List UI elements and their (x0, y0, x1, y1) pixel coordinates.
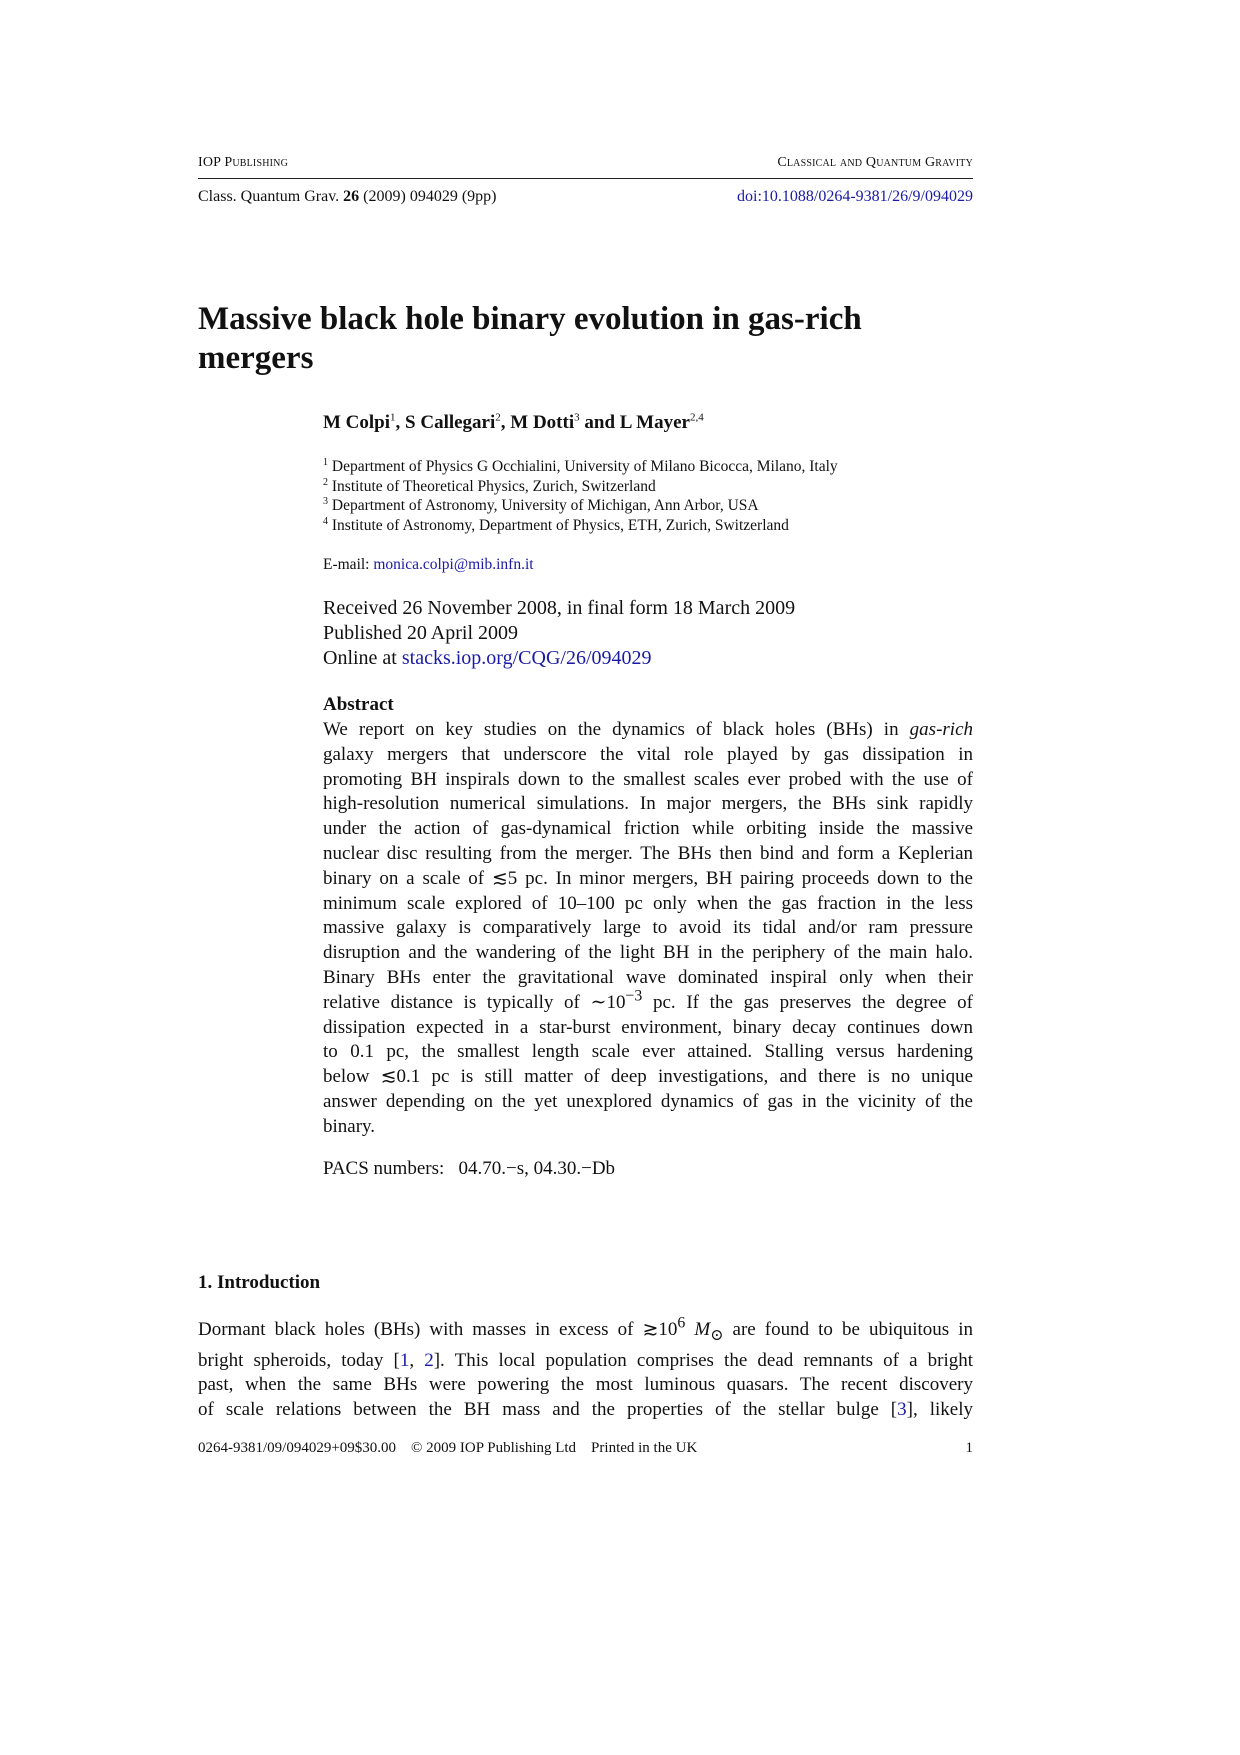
received-date: Received 26 November 2008, in final form 18 March 2009 (323, 597, 796, 619)
footer-copyright: 0264-9381/09/094029+09$30.00 © 2009 IOP Publishing Ltd Printed in the UK (198, 1440, 698, 1456)
affiliation-number: 2 (323, 476, 328, 488)
introduction-body (198, 1314, 974, 1423)
introduction-line: past, when the same BHs were powering the most luminous quasars. The recent discovery (198, 1374, 973, 1396)
citation-volume: 26 (343, 188, 360, 205)
affiliation-text: Institute of Astronomy, Department of Physics, ETH, Zurich, Switzerland (328, 516, 789, 534)
journal-header: Classical and Quantum Gravity (777, 155, 973, 170)
affiliation-number: 1 (323, 456, 328, 468)
author-affiliation-marker: 1 (390, 411, 396, 424)
abstract-body (323, 718, 973, 1140)
citation-link[interactable]: 1 (399, 1349, 410, 1371)
citation-link[interactable]: 3 (897, 1399, 907, 1421)
author-list: M Colpi$^1$, S Callegari$^2$, M Dotti$^3$ and L Mayer$^{2,4}$ (323, 411, 704, 433)
abstract-line: binary. (323, 1115, 376, 1137)
publisher-header: IOP Publishing (198, 155, 289, 170)
abstract-line: high-resolution numerical simulations. In major mergers, the BHs sink rapidly (323, 793, 973, 815)
affiliation-text: Department of Physics G Occhialini, University of Milano Bicocca, Milano, Italy (328, 458, 838, 475)
citation-journal: Class. Quantum Grav. (198, 188, 340, 205)
page-number: 1 (965, 1440, 973, 1456)
abstract-line: under the action of gas-dynamical friction while orbiting inside the massive (323, 818, 973, 840)
online-label: Online at (323, 647, 397, 669)
abstract-line: minimum scale explored of 10–100 pc only when the gas fraction in the less (323, 892, 973, 914)
affiliation-item (323, 457, 838, 477)
affiliation-number: 4 (323, 515, 328, 527)
author-affiliation-marker: 2,4 (689, 411, 704, 424)
author-name: M Colpi (323, 412, 391, 433)
abstract-line: nuclear disc resulting from the merger. The BHs then bind and form a Keplerian (323, 842, 973, 864)
affiliation-item (323, 516, 838, 536)
pacs-numbers: PACS numbers: 04.70.−s, 04.30.−Db (323, 1158, 616, 1179)
email-link[interactable]: monica.colpi@mib.infn.it (373, 556, 534, 573)
online-link[interactable]: stacks.iop.org/CQG/26/094029 (401, 647, 652, 669)
abstract-line: to 0.1 pc, the smallest length scale ever attained. Stalling versus hardening (323, 1041, 973, 1063)
affiliation-item (323, 496, 838, 516)
abstract-line: disruption and the wandering of the light BH in the periphery of the main halo. (323, 942, 973, 964)
published-date: Published 20 April 2009 (323, 622, 519, 644)
abstract-heading: Abstract (323, 694, 394, 715)
affiliation-list (323, 457, 838, 535)
abstract-line: massive galaxy is comparatively large to avoid its tidal and/or ram pressure (323, 917, 973, 939)
abstract-line: binary on a scale of ≲5 pc. In minor mergers, BH pairing proceeds down to the (323, 867, 973, 889)
abstract-line: answer depending on the yet unexplored dynamics of gas in the vicinity of the (323, 1090, 973, 1112)
doi-link[interactable]: doi:10.1088/0264-9381/26/9/094029 (737, 188, 973, 205)
email-label: E-mail: (323, 556, 370, 573)
author-name: L Mayer (619, 412, 690, 433)
abstract-line: galaxy mergers that underscore the vital role played by gas dissipation in (323, 743, 973, 765)
header-rule (198, 178, 973, 179)
abstract-line: relative distance is typically of $\sim 10^{-3}$ pc. If the gas preserves the degree of (323, 987, 973, 1013)
author-affiliation-marker: 2 (495, 411, 501, 424)
online-line (323, 646, 795, 671)
citation-line (198, 188, 496, 206)
abstract-line: below ≲0.1 pc is still matter of deep investigations, and there is no unique (323, 1066, 973, 1088)
abstract-line: We report on key studies on the dynamics of black holes (BHs) in gas-rich (323, 719, 973, 740)
author-affiliation-marker: 3 (574, 411, 580, 424)
introduction-line: of scale relations between the BH mass and the properties of the stellar bulge [3], likely (198, 1399, 973, 1421)
abstract-line: dissipation expected in a star-burst environment, binary decay continues down (323, 1016, 973, 1038)
author-name: S Callegari (405, 412, 496, 433)
affiliation-number: 3 (323, 495, 328, 507)
email-line (323, 556, 534, 574)
affiliation-text: Institute of Theoretical Physics, Zurich, Switzerland (328, 477, 656, 495)
section-heading: 1. Introduction (198, 1272, 321, 1293)
introduction-line: bright spheroids, today [1, 2]. This local population comprises the dead remnants of a bright (198, 1349, 973, 1371)
author-name: M Dotti (510, 412, 575, 433)
publication-dates (323, 596, 795, 671)
paper-title: Massive black hole binary evolution in gas-rich mergers (198, 301, 862, 376)
abstract-line: Binary BHs enter the gravitational wave dominated inspiral only when their (323, 966, 973, 988)
citation-link[interactable]: 2 (424, 1349, 434, 1371)
abstract-line: promoting BH inspirals down to the smallest scales ever probed with the use of (323, 768, 973, 790)
affiliation-item (323, 477, 838, 497)
introduction-line: Dormant black holes (BHs) with masses in excess of $≳10^6$ $M_⊙$ are found to be ubiquitous in (198, 1314, 974, 1344)
affiliation-text: Department of Astronomy, University of Michigan, Ann Arbor, USA (328, 497, 759, 514)
citation-rest: (2009) 094029 (9pp) (363, 188, 497, 205)
